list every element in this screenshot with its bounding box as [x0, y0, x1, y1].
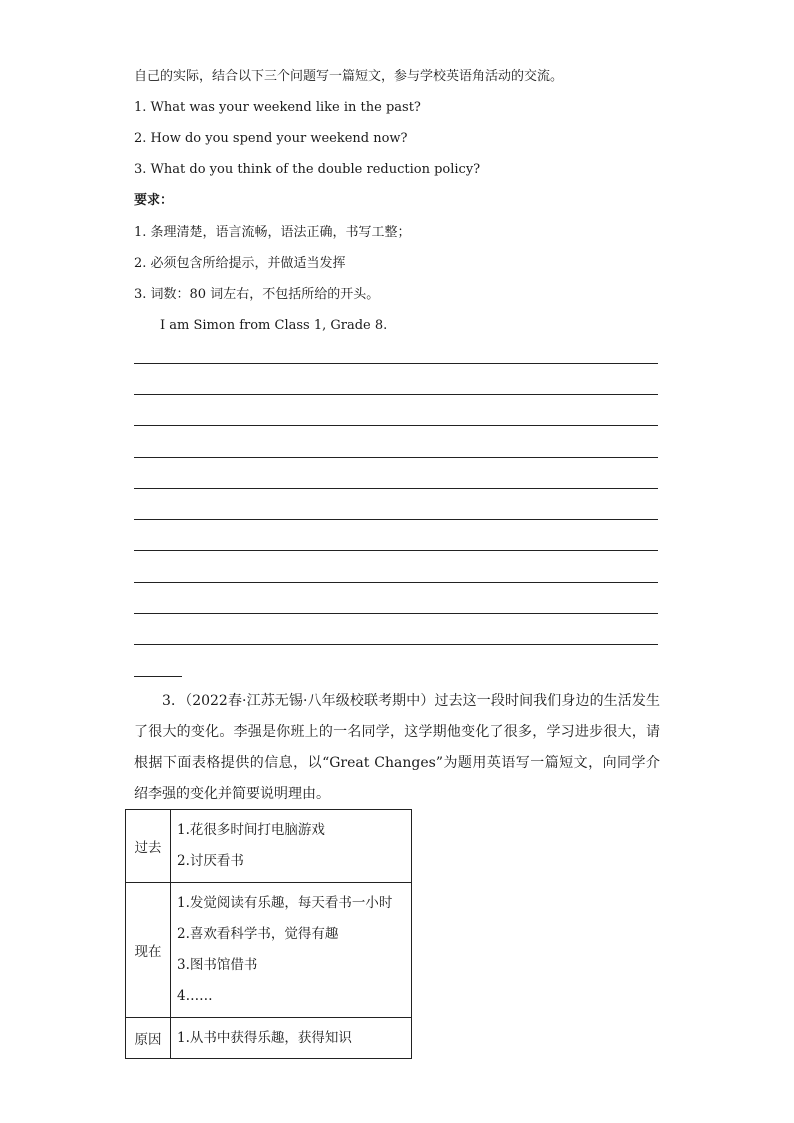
writing-line: [134, 550, 658, 551]
writing-line: [134, 488, 658, 489]
writing-line: [134, 457, 658, 458]
table-row-reason: [126, 1018, 412, 1059]
list-item: 2.讨厌看书: [177, 853, 244, 869]
list-item: 2.喜欢看科学书，觉得有趣: [177, 926, 339, 942]
intro-line: 自己的实际，结合以下三个问题写一篇短文，参与学校英语角活动的交流。: [134, 69, 564, 84]
writing-line: [134, 613, 658, 614]
list-item: 1.花很多时间打电脑游戏: [177, 822, 325, 838]
list-item: 1.发觉阅读有乐趣，每天看书一小时: [177, 895, 393, 911]
row-items-past: [171, 810, 412, 883]
requirement-3: 3. 词数：80 词左右，不包括所给的开头。: [134, 287, 380, 302]
requirement-2: 2. 必须包含所给提示，并做适当发挥: [134, 256, 346, 271]
info-table: [125, 809, 412, 1059]
row-label-past: 过去: [126, 810, 171, 883]
row-label-now: 现在: [126, 883, 171, 1018]
writing-line: [134, 425, 658, 426]
row-items-reason: [171, 1018, 412, 1059]
writing-line-short: [134, 676, 182, 677]
requirement-1: 1. 条理清楚，语言流畅，语法正确，书写工整；: [134, 225, 411, 240]
list-item: 3.图书馆借书: [177, 957, 258, 973]
table-row-now: [126, 883, 412, 1018]
table-row-past: [126, 810, 412, 883]
row-items-now: [171, 883, 412, 1018]
question-2: 2. How do you spend your weekend now?: [134, 131, 408, 146]
writing-line: [134, 519, 658, 520]
writing-line: [134, 582, 658, 583]
writing-line: [134, 644, 658, 645]
writing-line: [134, 394, 658, 395]
list-item: 4……: [177, 988, 213, 1004]
requirements-heading: 要求：: [134, 193, 174, 208]
question-1: 1. What was your weekend like in the past?: [134, 100, 421, 115]
question-3: 3. What do you think of the double reduction policy?: [134, 162, 481, 177]
essay-opening: I am Simon from Class 1, Grade 8.: [160, 318, 388, 333]
task-3-prompt: 3．（2022春·江苏无锡·八年级校联考期中）过去这一段时间我们身边的生活发生了很大的变化。李强是你班上的一名同学，这学期他变化了很多，学习进步很大，请根据下面表格提供的信息，以“Great Changes”为题用英语写一篇短文，向同学介绍李强的变化并简要说明理由。: [134, 693, 660, 802]
writing-line: [134, 363, 658, 364]
list-item: 1.从书中获得乐趣，获得知识: [177, 1029, 352, 1046]
row-label-reason: 原因: [126, 1018, 171, 1059]
